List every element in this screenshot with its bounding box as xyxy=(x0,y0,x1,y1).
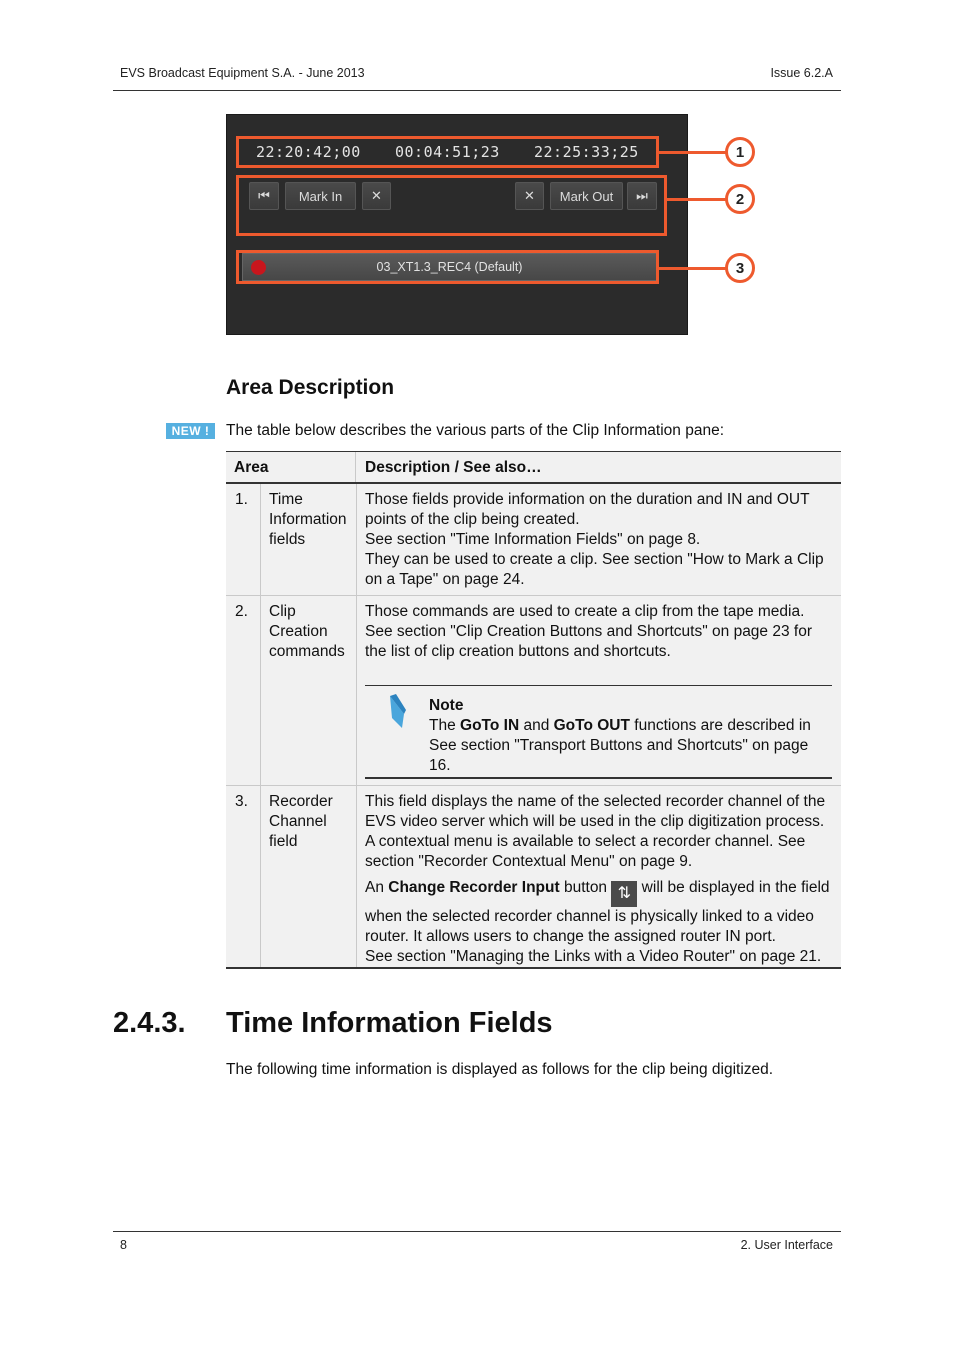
recorder-channel-label: 03_XT1.3_REC4 (Default) xyxy=(376,260,523,274)
skip-to-start-icon: ⏮ xyxy=(258,188,270,203)
description-line: They can be used to create a clip. See section "How to Mark a Clip on a Tape" on page 24. xyxy=(365,551,824,588)
close-icon: ✕ xyxy=(371,188,382,203)
row-description xyxy=(365,490,833,590)
section-heading: Area Description xyxy=(226,376,395,399)
timecode-out: 22:25:33;25 xyxy=(534,143,639,161)
row-area: Recorder Channel field xyxy=(269,793,333,850)
note-box xyxy=(429,696,829,776)
timecode-duration: 00:04:51;23 xyxy=(395,143,500,161)
description-line: See section "Clip Creation Buttons and Shortcuts" on page 23 for the list of clip creation buttons and shortcuts. xyxy=(365,623,812,660)
row-number: 2. xyxy=(235,603,248,620)
description-line: Those fields provide information on the duration and IN and OUT points of the clip being created. xyxy=(365,491,810,528)
table-row xyxy=(226,484,841,596)
skip-to-end-icon: ⏭ xyxy=(636,188,648,203)
section-number: 2.4.3. xyxy=(113,1007,186,1039)
table-row xyxy=(226,786,841,969)
area-description-table xyxy=(226,451,841,969)
table-header-row xyxy=(226,451,841,484)
header-right: Issue 6.2.A xyxy=(770,66,833,80)
callout-line-2 xyxy=(666,198,726,201)
row-area: Clip Creation commands xyxy=(269,603,345,660)
note-text: The GoTo IN and GoTo OUT functions are described in See section "Transport Buttons and Shortcuts" on page 16. xyxy=(429,717,811,774)
table-row xyxy=(226,596,841,786)
note-title: Note xyxy=(429,697,464,714)
column-header-area: Area xyxy=(234,459,269,476)
new-badge: NEW ! xyxy=(166,423,215,439)
header-rule xyxy=(113,90,841,91)
footer-rule xyxy=(113,1231,841,1232)
highlight-box-3 xyxy=(236,250,659,284)
pencil-icon xyxy=(382,692,412,737)
description-line: This field displays the name of the selected recorder channel of the EVS video server which will be used in the clip digitization process. xyxy=(365,793,826,830)
row-description xyxy=(365,602,833,662)
row-area: Time Information fields xyxy=(269,491,347,548)
mark-in-button[interactable]: Mark In xyxy=(285,182,356,210)
highlight-box-2 xyxy=(236,175,667,236)
page-number: 8 xyxy=(120,1238,127,1252)
header-left: EVS Broadcast Equipment S.A. - June 2013 xyxy=(120,66,365,80)
row-number: 1. xyxy=(235,491,248,508)
section-title: Time Information Fields xyxy=(226,1007,553,1039)
description-line: A contextual menu is available to select a recorder channel. See section "Recorder Contextual Menu" on page 9. xyxy=(365,833,806,870)
change-recorder-input-icon: ⇅ xyxy=(611,881,637,907)
callout-1: 1 xyxy=(725,137,755,167)
note-bottom-rule xyxy=(365,777,832,779)
row-number: 3. xyxy=(235,793,248,810)
column-header-description: Description / See also… xyxy=(365,459,542,476)
callout-2: 2 xyxy=(725,184,755,214)
description-paragraph: An Change Recorder Input button ⇅ will be displayed in the field when the selected recorder channel is physically linked to a video router. It allows users to change the assigned router IN port. xyxy=(365,879,830,945)
callout-line-1 xyxy=(658,151,726,154)
highlight-box-1 xyxy=(236,136,659,168)
section-text: The following time information is displayed as follows for the clip being digitized. xyxy=(226,1061,774,1078)
description-line: Those commands are used to create a clip from the tape media. xyxy=(365,603,805,620)
row-description xyxy=(365,792,835,967)
close-icon: ✕ xyxy=(524,188,535,203)
mark-out-button[interactable]: Mark Out xyxy=(550,182,623,210)
note-top-rule xyxy=(365,685,832,686)
description-line: See section "Time Information Fields" on page 8. xyxy=(365,531,701,548)
footer-chapter: 2. User Interface xyxy=(740,1238,833,1252)
timecode-in: 22:20:42;00 xyxy=(256,143,361,161)
clip-information-screenshot xyxy=(226,114,688,335)
callout-3: 3 xyxy=(725,253,755,283)
intro-text: The table below describes the various parts of the Clip Information pane: xyxy=(226,422,724,439)
description-line: See section "Managing the Links with a Video Router" on page 21. xyxy=(365,948,822,965)
callout-line-3 xyxy=(658,267,726,270)
